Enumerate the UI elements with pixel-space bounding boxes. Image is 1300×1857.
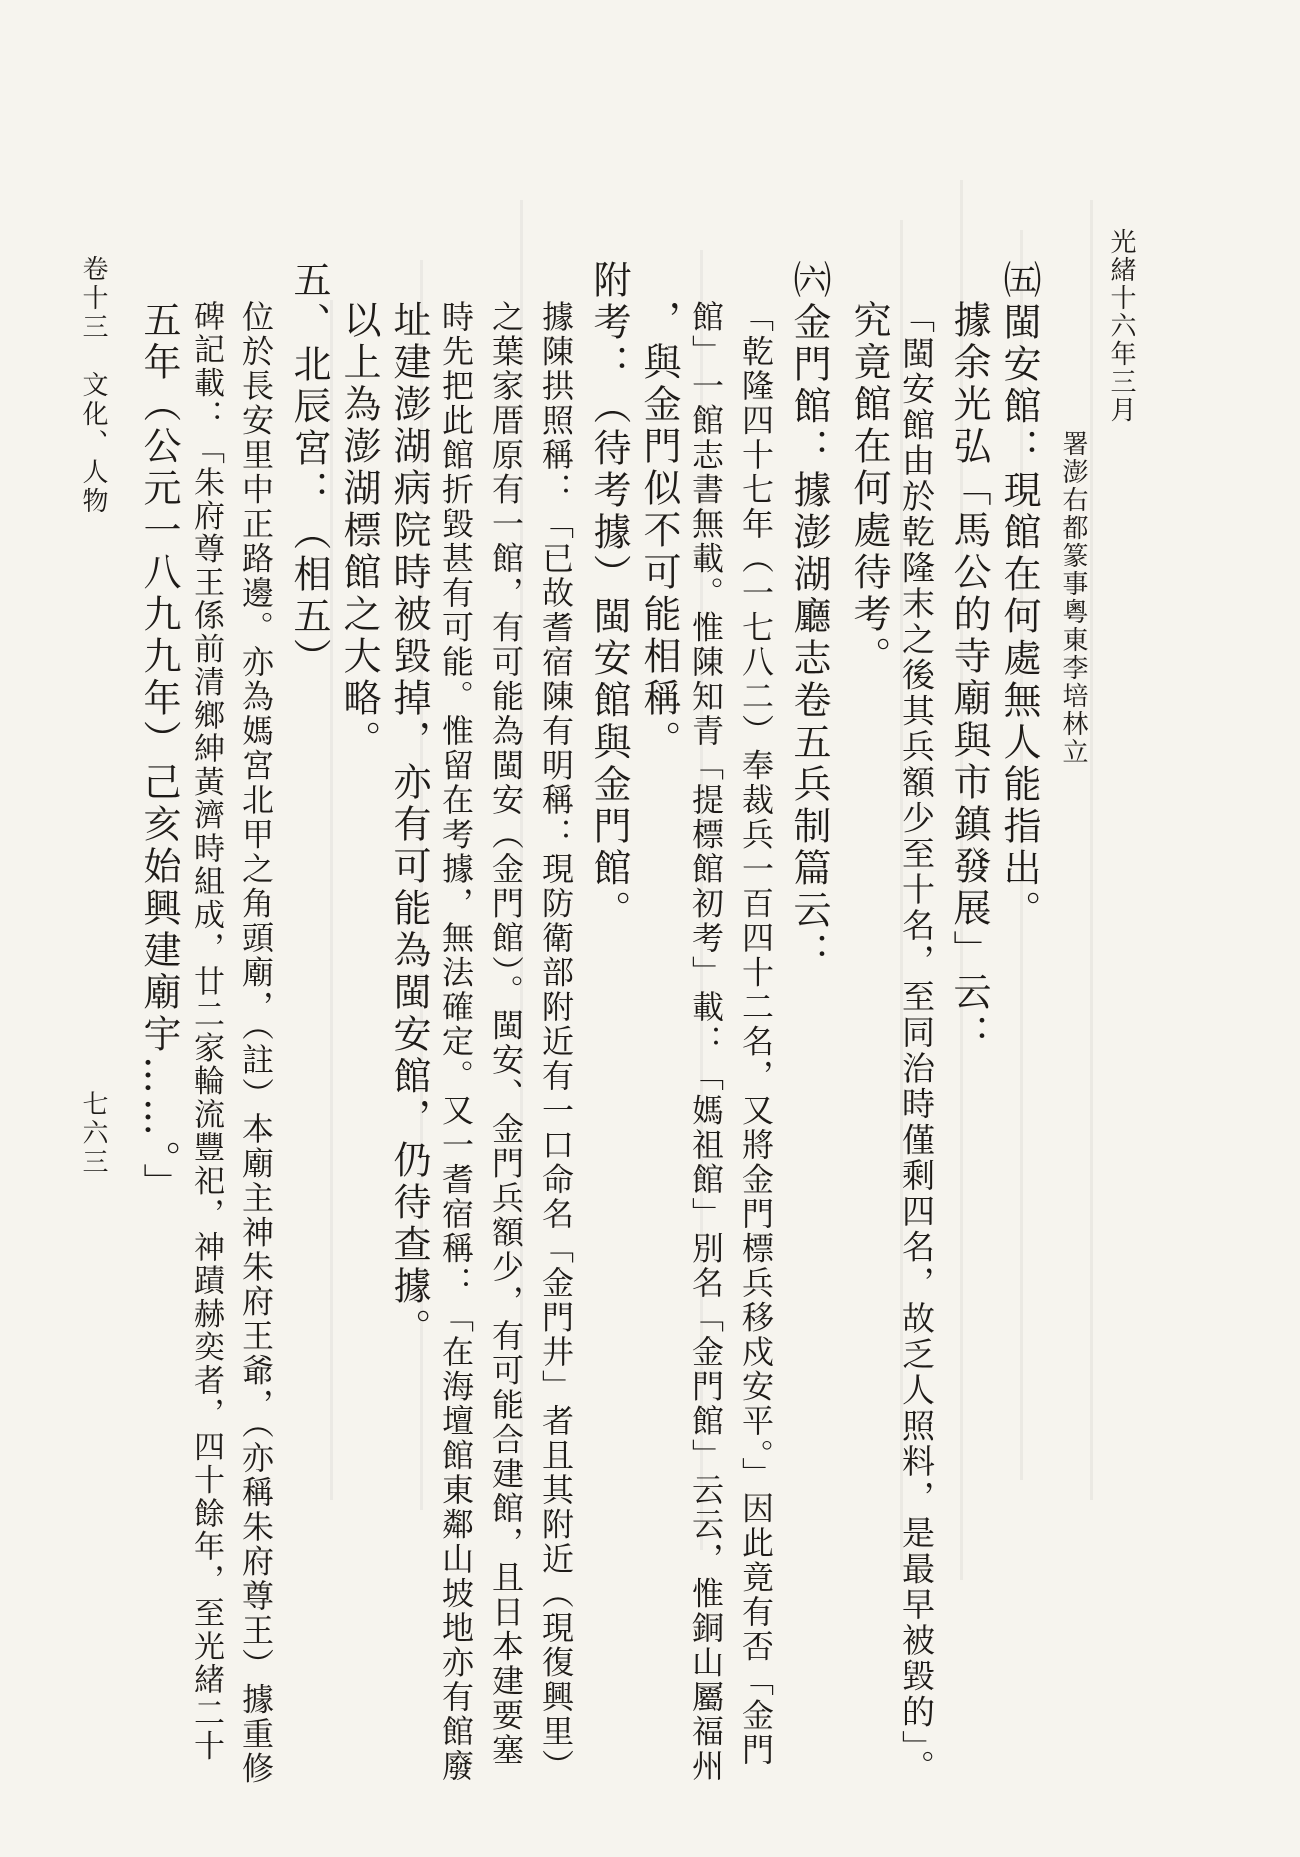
text-column-14: 以上為澎湖標館之大略。 (337, 300, 381, 762)
text-column-13: 址建澎湖病院時被毀掉，亦有可能為閩安館，仍待查據。 (387, 300, 431, 1350)
section-heading-beichen: 五、北辰宮：（相五） (287, 260, 331, 680)
text-column-1: ㈤閩安館：現館在何處無人能指出。 (997, 260, 1041, 932)
text-column-9: 附考：（待考據）閩安館與金門館。 (587, 260, 631, 932)
header-author: 署澎右都篆事粵東李培林立 (1058, 430, 1088, 766)
text-column-5: ㈥金門館：據澎湖廳志卷五兵制篇云： (787, 260, 831, 974)
text-column-16: 位於長安里中正路邊。亦為媽宮北甲之角頭廟，（註）本廟主神朱府王爺，（亦稱朱府尊王）據重修 (237, 300, 275, 1786)
text-column-17: 碑記載：「朱府尊王係前清鄉紳黃濟時組成，廿二家輪流豐祀，神蹟赫奕者，四十餘年，至光緒二十 (188, 300, 224, 1763)
text-column-8: ，與金門似不可能相稱。 (637, 300, 681, 762)
page-number: 七六三 (78, 1090, 108, 1177)
text-column-10: 據陳拱照稱：「已故耆宿陳有明稱：現防衛部附近有一口命名「金門井」者且其附近（現復興里） (537, 300, 575, 1784)
header-title: 光緒十六年三月 (1106, 228, 1136, 424)
text-column-11: 之葉家厝原有一館，有可能為閩安（金門館）。閩安、金門兵額少，有可能合建館，且日本建要塞 (487, 300, 525, 1768)
text-column-4: 究竟館在何處待考。 (847, 300, 891, 678)
text-column-7: 館」一館志書無載。惟陳知青「提標館初考」載：「媽祖館」別名「金門館」云云，惟銅山屬福州 (687, 300, 725, 1784)
text-column-6: 「乾隆四十七年（一七八二）奉裁兵一百四十二名，又將金門標兵移戍安平。」因此竟有否「金門 (737, 300, 775, 1768)
text-column-18: 五年（公元一八九九年）己亥始興建廟宇……。」 (137, 300, 181, 1205)
text-column-3: 「閩安館由於乾隆末之後其兵額少至十名，至同治時僅剩四名，故乏人照料，是最早被毀的」。 (897, 300, 936, 1785)
text-column-2: 據余光弘「馬公的寺廟與市鎮發展」云： (947, 300, 991, 1056)
text-column-12: 時先把此館折毀甚有可能。惟留在考據，無法確定。又一耆宿稱：「在海壇館東鄰山坡地亦有館廢 (437, 300, 475, 1784)
footer-section: 卷十三 文化、人物 (78, 255, 108, 516)
